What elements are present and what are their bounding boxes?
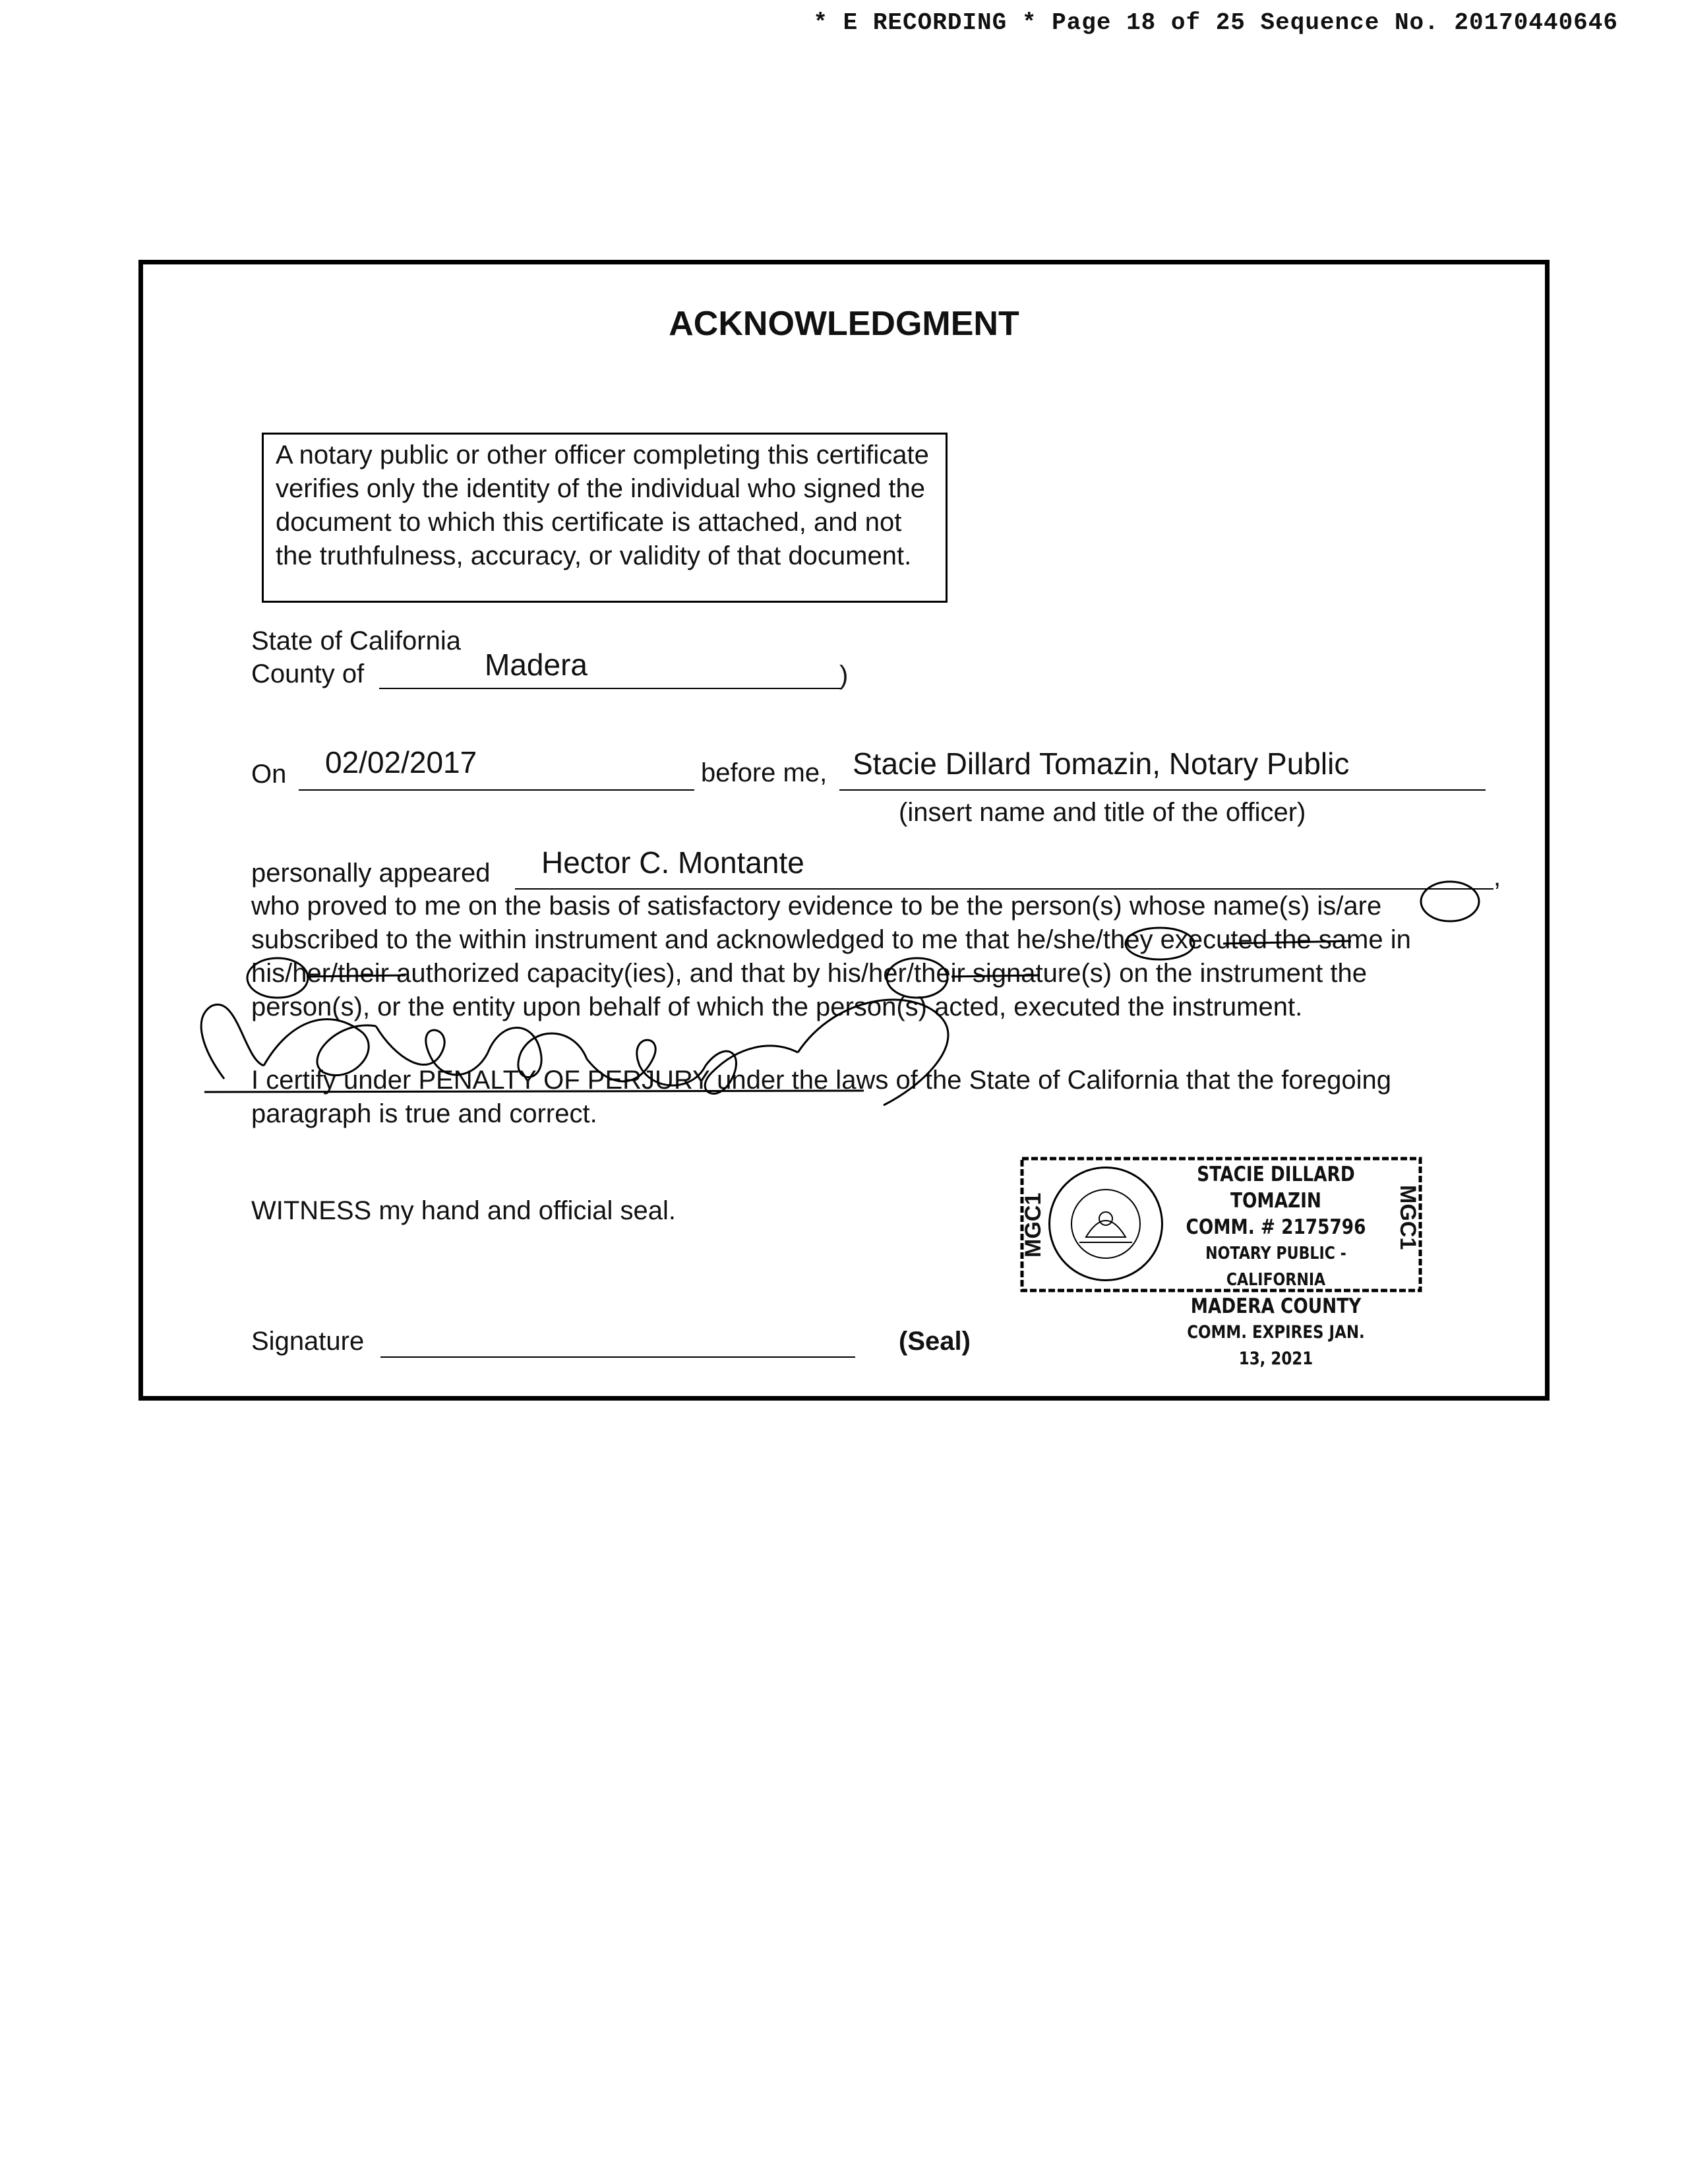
before-me-label: before me,	[701, 758, 828, 787]
signature-underline	[380, 1356, 855, 1358]
officer-name: Stacie Dillard Tomazin, Notary Public	[853, 746, 1350, 781]
recording-header: * E RECORDING * Page 18 of 25 Sequence No. 20170440646	[813, 9, 1618, 36]
witness-statement: WITNESS my hand and official seal.	[251, 1196, 676, 1225]
on-label: On	[251, 760, 287, 789]
stamp-side-mark-left: MGC1	[1021, 1192, 1046, 1258]
venue-paren: )	[839, 661, 849, 690]
great-seal-icon	[1048, 1167, 1163, 1281]
acknowledgment-date: 02/02/2017	[325, 745, 477, 779]
proof-line-4: person(s), or the entity upon behalf of which the person(s) acted, executed the instrument.	[251, 992, 1303, 1021]
stamp-text	[1175, 1161, 1377, 1372]
proof-line-3: his/her/their authorized capacity(ies), and that by his/her/their signature(s) on the instrument the	[251, 959, 1367, 988]
notary-stamp	[1017, 1152, 1426, 1369]
form-title: ACKNOWLEDGMENT	[669, 305, 1019, 343]
appeared-label: personally appeared	[251, 859, 491, 888]
county-label: County of	[251, 659, 365, 688]
acknowledgment-form	[138, 260, 1550, 1401]
signature-label: Signature	[251, 1327, 365, 1356]
proof-line-1: who proved to me on the basis of satisfactory evidence to be the person(s) whose name(s) is/are	[251, 892, 1382, 921]
proof-line-2: subscribed to the within instrument and acknowledged to me that he/she/they executed the same in	[251, 925, 1411, 954]
notary-notice-box: A notary public or other officer completing this certificate verifies only the identity of the individual who signed the document to which this certificate is attached, and not the truthfulness, accuracy, or validity of that document.	[262, 433, 948, 603]
stamp-county: MADERA COUNTY	[1190, 1294, 1362, 1318]
handwritten-strike-marks	[143, 264, 1545, 1056]
stamp-commission: COMM. # 2175796	[1186, 1215, 1366, 1239]
state-label: State of California	[251, 626, 461, 655]
stamp-side-mark-right: MGC1	[1395, 1185, 1420, 1250]
appeared-name: Hector C. Montante	[541, 845, 804, 880]
handwritten-signature	[165, 980, 982, 1125]
appeared-comma: ,	[1493, 863, 1501, 892]
seal-label: (Seal)	[899, 1327, 971, 1356]
stamp-notary-name: STACIE DILLARD TOMAZIN	[1197, 1163, 1355, 1213]
officer-caption: (insert name and title of the officer)	[899, 798, 1306, 827]
certify-paragraph: I certify under PENALTY OF PERJURY under the laws of the State of California that the foregoing paragraph is true and correct.	[251, 1066, 1392, 1128]
stamp-title: NOTARY PUBLIC - CALIFORNIA	[1205, 1244, 1346, 1290]
stamp-expiry: COMM. EXPIRES JAN. 13, 2021	[1187, 1322, 1365, 1369]
county-value: Madera	[485, 648, 588, 682]
